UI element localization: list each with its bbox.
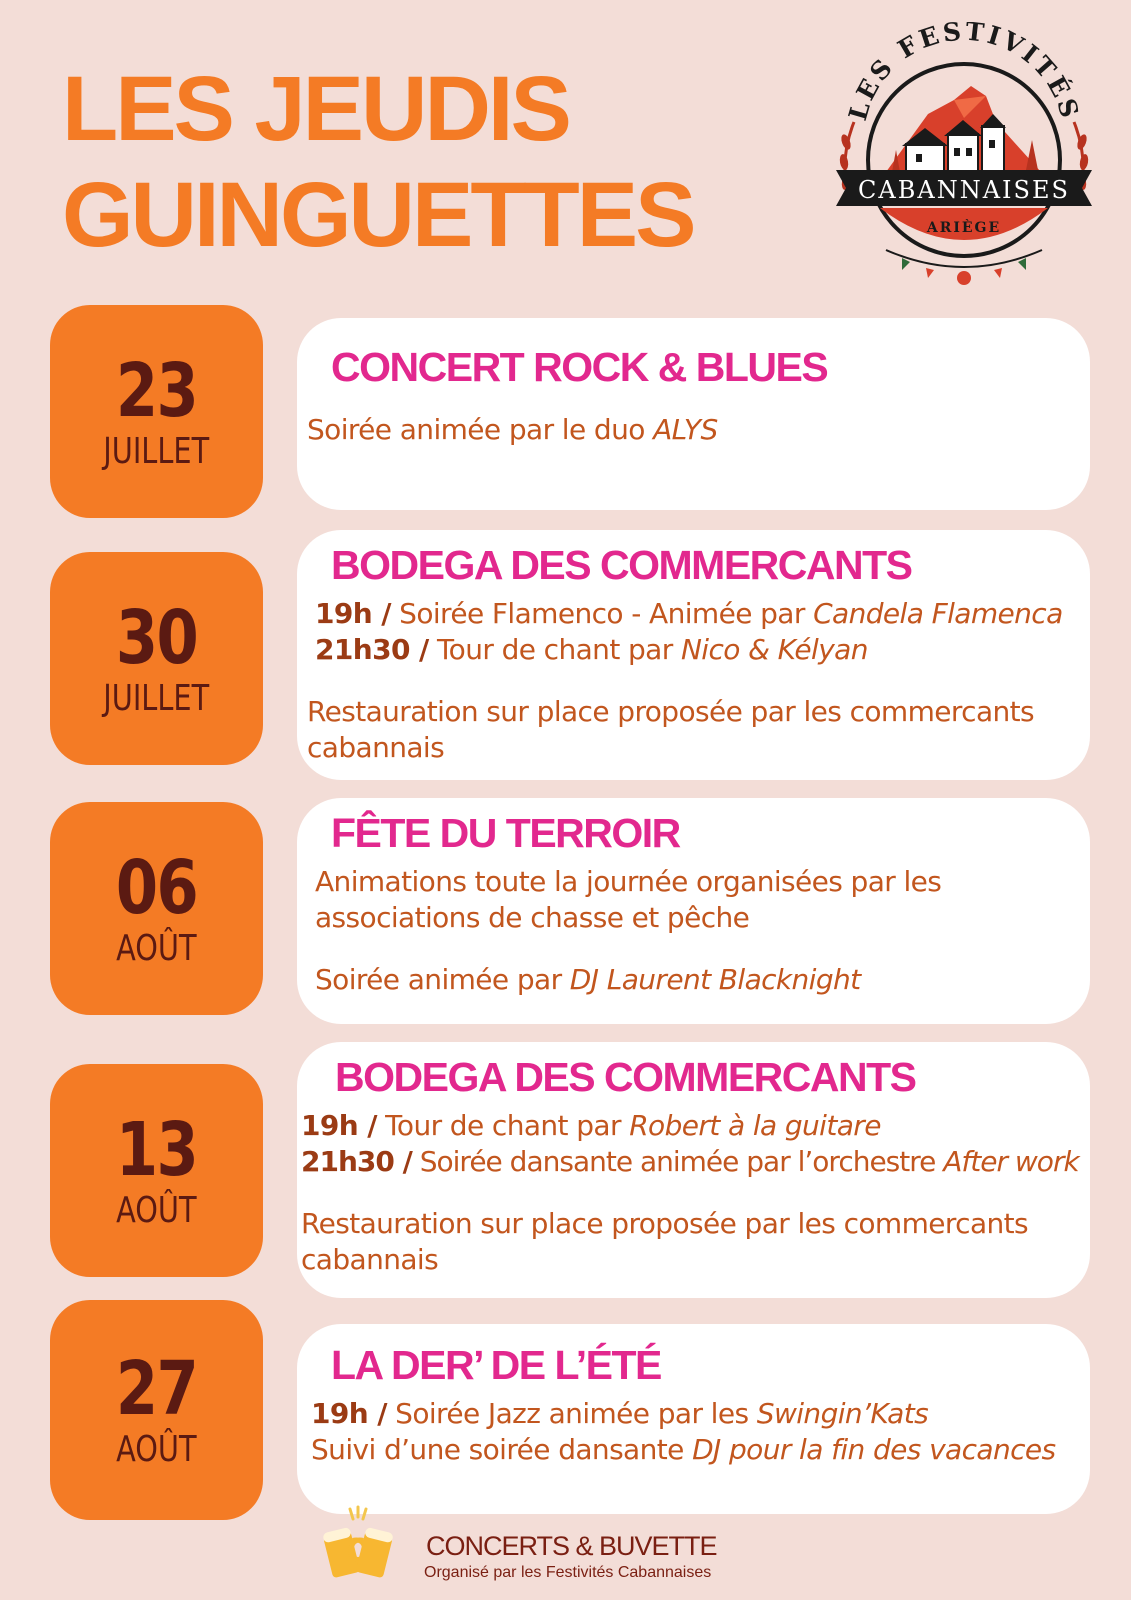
festival-logo — [836, 22, 1092, 290]
logo-top-text: LES FESTIVITÉS — [843, 22, 1085, 124]
event-line: Restauration sur place proposée par les commercants cabannais — [301, 1207, 1029, 1276]
page-title — [62, 56, 693, 268]
date-day: 27 — [115, 1346, 198, 1432]
date-month: JUILLET — [103, 677, 210, 719]
event-line: 19h / Tour de chant par Robert à la guitare — [301, 1109, 881, 1142]
date-badge — [50, 305, 263, 518]
footer-title: CONCERTS & BUVETTE — [426, 1531, 717, 1561]
event-title: BODEGA DES COMMERCANTS — [335, 1054, 916, 1100]
title-line-2: GUINGUETTES — [62, 164, 694, 266]
event-line: 21h30 / Tour de chant par Nico & Kélyan — [315, 633, 868, 666]
date-month: AOÛT — [116, 927, 197, 969]
event-line: 19h / Soirée Flamenco - Animée par Candela Flamenca — [315, 597, 1063, 630]
event-title: FÊTE DU TERROIR — [331, 810, 680, 856]
event-line: Soirée animée par DJ Laurent Blacknight — [315, 963, 861, 996]
beer-mugs-icon — [320, 1505, 396, 1585]
event-line: Soirée animée par le duo ALYS — [307, 413, 718, 446]
date-day: 23 — [115, 347, 198, 434]
date-badge — [50, 1064, 263, 1277]
event-line: 19h / Soirée Jazz animée par les Swingin’Kats — [311, 1397, 929, 1430]
title-line-1: LES JEUDIS — [62, 58, 569, 160]
date-day: 06 — [115, 844, 198, 931]
event-card — [297, 530, 1090, 780]
date-month: AOÛT — [116, 1429, 197, 1470]
logo-banner-text: CABANNAISES — [858, 176, 1070, 204]
logo-bottom-text: ARIÈGE — [926, 220, 1002, 236]
event-card — [297, 318, 1090, 510]
event-card — [297, 798, 1090, 1024]
event-card — [297, 1042, 1090, 1298]
event-title: LA DER’ DE L’ÉTÉ — [331, 1342, 661, 1388]
event-line: Suivi d’une soirée dansante DJ pour la fin des vacances — [311, 1433, 1056, 1466]
date-badge — [50, 1300, 263, 1520]
date-badge — [50, 802, 263, 1015]
event-card — [297, 1324, 1090, 1514]
event-title: BODEGA DES COMMERCANTS — [331, 542, 912, 588]
date-day: 13 — [115, 1106, 198, 1193]
event-line: 21h30 / Soirée dansante animée par l’orchestre After work — [301, 1145, 1079, 1178]
date-day: 30 — [115, 594, 198, 681]
footer-subtitle: Organisé par les Festivités Cabannaises — [424, 1564, 712, 1581]
date-badge — [50, 552, 263, 765]
event-line: Animations toute la journée organisées par les associations de chasse et pêche — [315, 865, 942, 934]
date-month: AOÛT — [116, 1189, 197, 1231]
event-line: Restauration sur place proposée par les commercants cabannais — [307, 695, 1035, 764]
event-title: CONCERT ROCK & BLUES — [331, 344, 828, 390]
date-month: JUILLET — [103, 430, 210, 472]
footer — [320, 1505, 760, 1585]
